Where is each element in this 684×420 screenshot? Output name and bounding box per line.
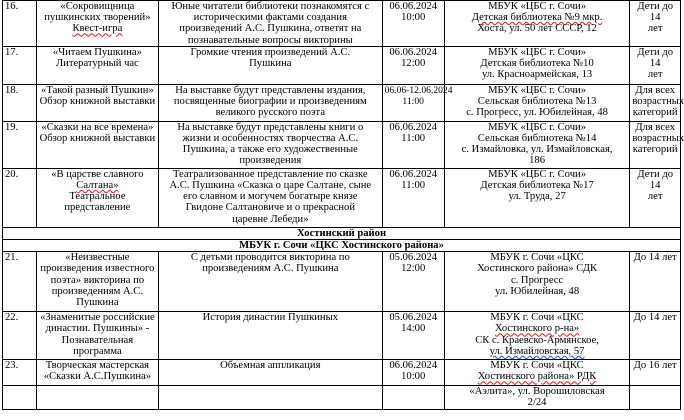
district-header-row: [3, 227, 681, 239]
age-category: Для всех возрастных категорий: [630, 121, 681, 168]
event-place: МБУК г. Сочи «ЦКС Хостинского района» СДК с. Прогресс ул. Юбилейная, 48: [444, 252, 630, 312]
age-category: Дети до 14 лет: [630, 168, 681, 227]
event-description: Театрализованное представление по сказке А.С. Пушкина «Сказка о царе Салтане, сыне его славном и могучем богатыре князе Гвидоне Салтановиче и о прекрасной царевне Лебеди»: [159, 168, 383, 227]
event-place: МБУК «ЦБС г. Сочи» Детская библиотека №17 ул. Труда, 27: [444, 168, 630, 227]
event-place: МБУК г. Сочи «ЦКС Хостинского р-на» СК с. Краевско-Армянское, ул. Измайловская, 57: [444, 312, 630, 360]
table-row: [3, 121, 681, 168]
event-datetime: 06.06.2024 11:00: [382, 168, 444, 227]
events-table: [2, 0, 684, 410]
continuation-row: [3, 386, 681, 410]
event-description: Юные читатели библиотеки познакомятся с историческими фактами создания произведений А.С. Пушкина, ответят на познавательные вопросы викторины: [159, 1, 383, 47]
event-title: «Неизвестные произведения известного поэта» викторина по произведениям А.С. Пушкина: [36, 252, 158, 312]
table-row: [3, 312, 681, 360]
event-datetime: 06.06.2024 12:00: [382, 46, 444, 84]
event-description: На выставке будут представлены издания, посвященные биографии и произведениям великого русского поэта: [159, 84, 383, 121]
row-number: 16.: [3, 1, 37, 47]
event-place: МБУК г. Сочи «ЦКС Хостинского района» РДК: [444, 360, 630, 386]
event-description: История династии Пушкиных: [159, 312, 383, 360]
row-number: 22.: [3, 312, 37, 360]
event-title: «Сказки на все времена» Обзор книжной выставки: [36, 121, 158, 168]
event-place: МБУК «ЦБС г. Сочи» Детская библиотека №10 ул. Красноармейская, 13: [444, 46, 630, 84]
event-datetime: 06.06.2024 10:00: [382, 360, 444, 386]
table-row: [3, 46, 681, 84]
row-number: 20.: [3, 168, 37, 227]
row-number: 23.: [3, 360, 37, 386]
event-place: МБУК «ЦБС г. Сочи» Детская библиотека №9 мкр. Хоста, ул. 50 лет СССР, 12: [444, 1, 630, 47]
event-title: «Читаем Пушкина» Литературный час: [36, 46, 158, 84]
table-row: [3, 360, 681, 386]
event-place: МБУК «ЦБС г. Сочи» Сельская библиотека №13 с. Прогресс, ул. Юбилейная, 48: [444, 84, 630, 121]
age-category: До 14 лет: [630, 312, 681, 360]
event-description: На выставке будут представлены книги о жизни и особенностях творчества А.С. Пушкина, а также его художественные произведения: [159, 121, 383, 168]
event-title: Творческая мастерская «Сказки А.С.Пушкина»: [36, 360, 158, 386]
organization-header-row: [3, 240, 681, 252]
event-title: «Сокровищница пушкинских творений» Квест-игра: [36, 1, 158, 47]
age-category: До 14 лет: [630, 252, 681, 312]
event-description: Объемная аппликация: [159, 360, 383, 386]
event-place: «Аэлита», ул. Ворошиловская 2/24: [444, 386, 630, 410]
event-title: «Знаменитые российские династии. Пушкины» - Познавательная программа: [36, 312, 158, 360]
age-category: До 16 лет: [630, 360, 681, 386]
event-title: «Такой разный Пушкин» Обзор книжной выставки: [36, 84, 158, 121]
event-place: МБУК «ЦБС г. Сочи» Сельская библиотека №14 с. Измайловка, ул. Измайловская, 186: [444, 121, 630, 168]
event-datetime: 06.06-12.06.2024 11:00: [382, 84, 444, 121]
event-description: С детьми проводится викторина по произведениям А.С. Пушкина: [159, 252, 383, 312]
row-number: 19.: [3, 121, 37, 168]
age-category: Для всех возрастных категорий: [630, 84, 681, 121]
row-number: 17.: [3, 46, 37, 84]
table-row: [3, 1, 681, 47]
table-row: [3, 84, 681, 121]
organization-title: МБУК г. Сочи «ЦКС Хостинского района»: [3, 240, 681, 252]
event-datetime: 05.06.2024 12:00: [382, 252, 444, 312]
event-datetime: 05.06.2024 14:00: [382, 312, 444, 360]
row-number: 21.: [3, 252, 37, 312]
district-title: Хостинский район: [3, 227, 681, 239]
age-category: Дети до 14 лет: [630, 1, 681, 47]
row-number: 18.: [3, 84, 37, 121]
age-category: Дети до 14 лет: [630, 46, 681, 84]
event-description: Громкие чтения произведений А.С. Пушкина: [159, 46, 383, 84]
event-title: «В царстве славного Салтана» Театральное представление: [36, 168, 158, 227]
table-row: [3, 168, 681, 227]
event-datetime: 06.06.2024 11:00: [382, 121, 444, 168]
event-datetime: 06.06.2024 10:00: [382, 1, 444, 47]
table-row: [3, 252, 681, 312]
